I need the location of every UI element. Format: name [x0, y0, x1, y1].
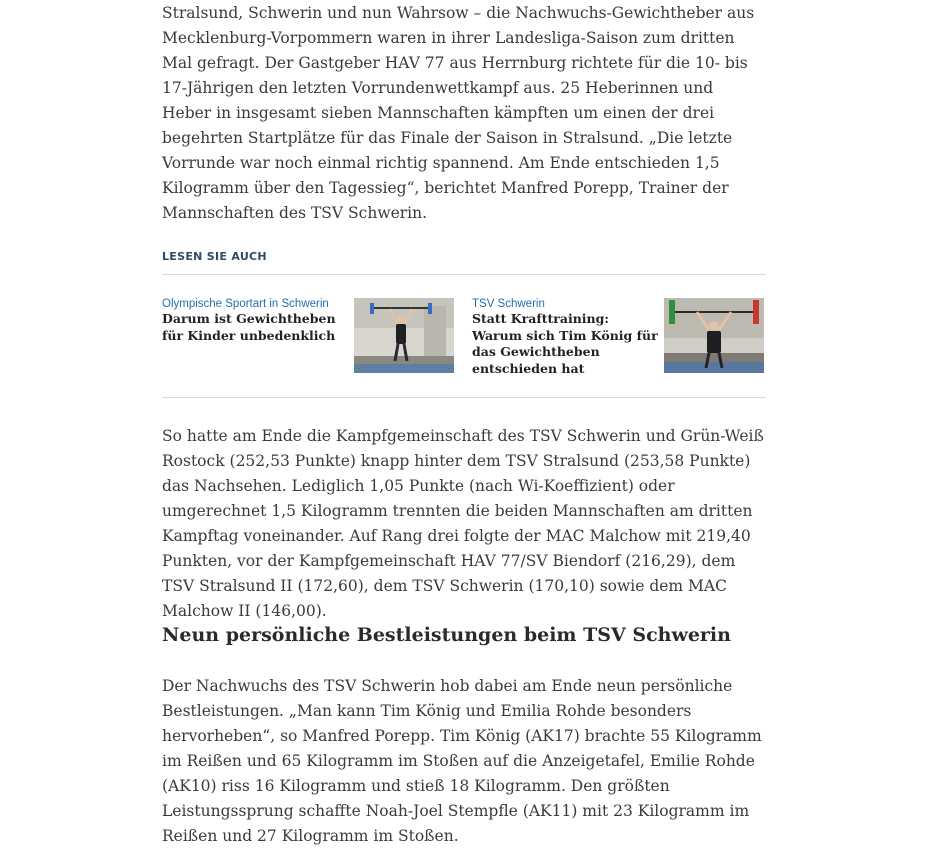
section-heading: Neun persönliche Bestleistungen beim TSV Schwerin [162, 624, 731, 646]
related-article-thumbnail[interactable] [664, 298, 764, 373]
divider [162, 274, 766, 275]
article-paragraph: Stralsund, Schwerin und nun Wahrsow – die Nachwuchs-Gewichtheber aus Mecklenburg-Vorpommern waren in ihrer Landesliga-Saison zum dritten Mal gefragt. Der Gastgeber HAV 77 aus Herrnburg richtete für die 10- bis 17-Jährigen den letzten Vorrundenwettkampf aus. 25 Heberinnen und Heber in insgesamt sieben Mannschaften kämpften um einen der drei begehrten Startplätze für das Finale der Saison in Stralsund. „Die letzte Vorrunde war noch einmal richtig spannend. Am Ende entschieden 1,5 Kilogramm über den Tagessieg“, berichtet Manfred Porepp, Trainer der Mannschaften des TSV Schwerin. [162, 4, 755, 222]
related-article-kicker[interactable]: Olympische Sportart in Schwerin [162, 298, 329, 310]
weightlifting-photo-icon [664, 298, 764, 373]
divider [162, 397, 766, 398]
related-article-headline[interactable]: Darum ist Gewichtheben für Kinder unbedenklich [162, 311, 336, 343]
related-article-thumbnail[interactable] [354, 298, 454, 373]
related-article-kicker[interactable]: TSV Schwerin [472, 298, 545, 310]
related-article-headline[interactable]: Statt Krafttraining: Warum sich Tim König für das Gewichtheben entschieden hat [472, 311, 658, 376]
related-article-card[interactable] [162, 297, 454, 377]
related-section-title: LESEN SIE AUCH [162, 250, 267, 263]
article-paragraph: So hatte am Ende die Kampfgemeinschaft des TSV Schwerin und Grün-Weiß Rostock (252,53 Punkte) knapp hinter dem TSV Stralsund (253,58 Punkte) das Nachsehen. Lediglich 1,05 Punkte (nach Wi-Koeffizient) oder umgerechnet 1,5 Kilogramm trennten die beiden Mannschaften am dritten Kampftag voneinander. Auf Rang drei folgte der MAC Malchow mit 219,40 Punkten, vor der Kampfgemeinschaft HAV 77/SV Biendorf (216,29), dem TSV Stralsund II (172,60), dem TSV Schwerin (170,10) sowie dem MAC Malchow II (146,00). [162, 427, 764, 620]
article-paragraph: Der Nachwuchs des TSV Schwerin hob dabei am Ende neun persönliche Bestleistungen. „Man kann Tim König und Emilia Rohde besonders hervorheben“, so Manfred Porepp. Tim König (AK17) brachte 55 Kilogramm im Reißen und 65 Kilogramm im Stoßen auf die Anzeigetafel, Emilie Rohde (AK10) riss 16 Kilogramm und stieß 18 Kilogramm. Den größten Leistungssprung schaffte Noah-Joel Stempfle (AK11) mit 23 Kilogramm im Reißen und 27 Kilogramm im Stoßen. [162, 677, 762, 845]
weightlifting-photo-icon [354, 298, 454, 373]
related-article-card[interactable] [472, 297, 764, 377]
